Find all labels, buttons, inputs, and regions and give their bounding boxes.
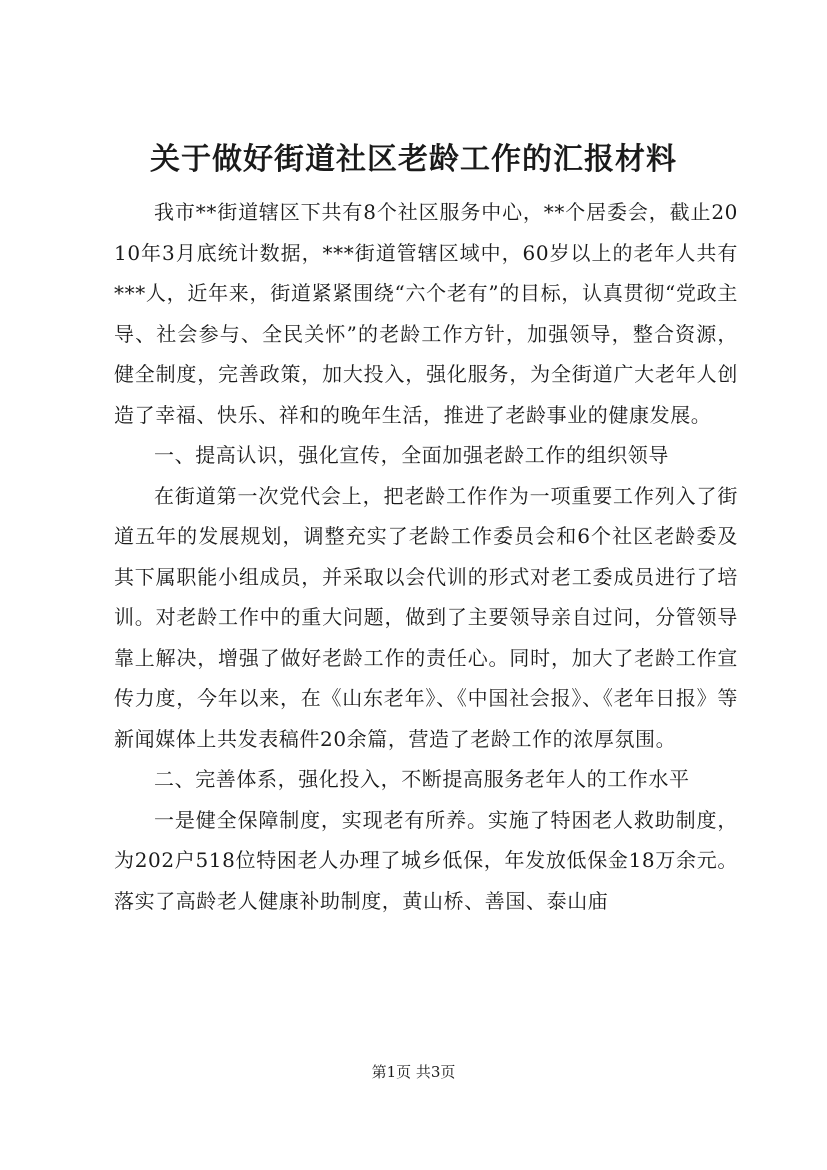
intro-paragraph: 我市**街道辖区下共有8个社区服务中心，**个居委会，截止2010年3月底统计数据，***街道管辖区域中，60岁以上的老年人共有***人，近年来，街道紧紧围绕“六个老有”的目标，认真贯彻“党政主导、社会参与、全民关怀”的老龄工作方针，加强领导，整合资源，健全制度，完善政策，加大投入，强化服务，为全街道广大老年人创造了幸福、快乐、祥和的晚年生活，推进了老龄事业的健康发展。 xyxy=(114,200,738,427)
section-1-heading: 一、提高认识，强化宣传，全面加强老龄工作的组织领导 xyxy=(154,443,669,467)
document-body xyxy=(114,192,738,921)
page-number-footer: 第1页 共3页 xyxy=(371,1063,456,1081)
section-2-heading: 二、完善体系，强化投入，不断提高服务老年人的工作水平 xyxy=(154,767,690,791)
document-title: 关于做好街道社区老龄工作的汇报材料 xyxy=(150,142,677,177)
section-2-paragraph: 一是健全保障制度，实现老有所养。实施了特困老人救助制度，为202户518位特困老人办理了城乡低保，年发放低保金18万余元。落实了高龄老人健康补助制度，黄山桥、善国、泰山庙 xyxy=(114,807,738,913)
section-1-paragraph: 在街道第一次党代会上，把老龄工作作为一项重要工作列入了街道五年的发展规划，调整充实了老龄工作委员会和6个社区老龄委及其下属职能小组成员，并采取以会代训的形式对老工委成员进行了培训。对老龄工作中的重大问题，做到了主要领导亲自过问，分管领导靠上解决，增强了做好老龄工作的责任心。同时，加大了老龄工作宣传力度，今年以来，在《山东老年》、《中国社会报》、《老年日报》等新闻媒体上共发表稿件20余篇，营造了老龄工作的浓厚氛围。 xyxy=(114,483,738,751)
